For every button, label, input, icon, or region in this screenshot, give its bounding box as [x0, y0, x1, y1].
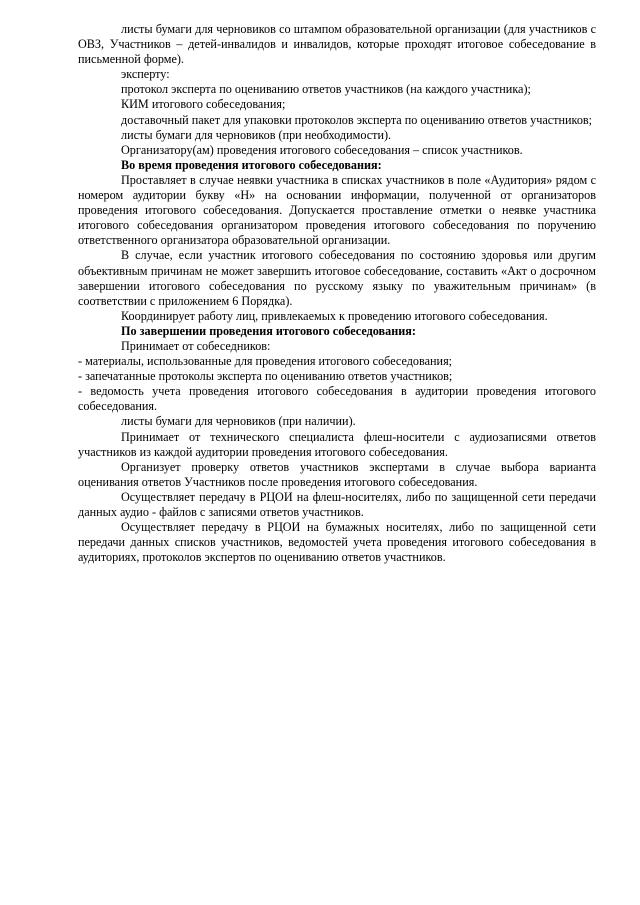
- list-item-record-sheet: - ведомость учета проведения итогового собеседования в аудитории проведения итогового собеседования.: [78, 384, 596, 414]
- paragraph-kim: КИМ итогового собеседования;: [121, 97, 286, 112]
- section-heading-during: Во время проведения итогового собеседования:: [121, 157, 382, 172]
- paragraph-expert-heading: эксперту:: [121, 67, 170, 82]
- document-page: [78, 22, 596, 565]
- paragraph-expert-protocol: протокол эксперта по оцениванию ответов участников (на каждого участника);: [121, 82, 531, 97]
- paragraph-coordinates: Координирует работу лиц, привлекаемых к проведению итогового собеседования.: [121, 308, 548, 323]
- list-item-sealed-protocols: - запечатанные протоколы эксперта по оцениванию ответов участников;: [78, 369, 453, 384]
- paragraph-flash-media: Принимает от технического специалиста флеш-носители с аудиозаписями ответов участников из каждой аудитории проведения итогового собеседования.: [78, 429, 596, 459]
- paragraph-early-completion: В случае, если участник итогового собеседования по состоянию здоровья или другим объективным причинам не может завершить итоговое собеседование, составить «Акт о досрочном завершении итогового собеседования по русскому языку по уважительным причинам» (в соответствии с приложением 6 Порядка).: [78, 248, 596, 308]
- paragraph-organizes-check: Организует проверку ответов участников экспертами в случае выбора варианта оценивания ответов Участников после проведения итогового собеседования.: [78, 459, 596, 489]
- paragraph-draft-sheets-if-any: листы бумаги для черновиков (при наличии).: [121, 414, 356, 429]
- paragraph-organizer-list: Организатору(ам) проведения итогового собеседования – список участников.: [121, 142, 523, 157]
- list-item-materials: - материалы, использованные для проведения итогового собеседования;: [78, 354, 453, 369]
- paragraph-transfer-audio: Осуществляет передачу в РЦОИ на флеш-носителях, либо по защищенной сети передачи данных аудио - файлов с записями ответов участников.: [78, 489, 596, 519]
- paragraph-accepts-from: Принимает от собеседников:: [121, 338, 271, 353]
- paragraph-draft-sheets: листы бумаги для черновиков (при необходимости).: [121, 127, 392, 142]
- paragraph-transfer-paper: Осуществляет передачу в РЦОИ на бумажных носителях, либо по защищенной сети передачи данных списков участников, ведомостей учета проведения итогового собеседования в аудиториях, протоколов экспертов по оцениванию ответов участников.: [78, 520, 596, 565]
- section-heading-after: По завершении проведения итогового собеседования:: [121, 323, 416, 338]
- paragraph-draft-sheets-ovz: листы бумаги для черновиков со штампом образовательной организации (для участников с ОВЗ, Участников – детей-инвалидов и инвалидов, которые проходят итоговое собеседование в письменной форме).: [78, 22, 596, 67]
- paragraph-delivery-package: доставочный пакет для упаковки протоколов эксперта по оцениванию ответов участников;: [121, 112, 593, 127]
- paragraph-absence-mark: Проставляет в случае неявки участника в списках участников в поле «Аудитория» рядом с номером аудитории букву «Н» на основании информации, полученной от организаторов проведения итогового собеседования. Допускается проставление отметки о неявке участника итогового собеседования организатором проведения итогового собеседования по поручению ответственного организатора образовательной организации.: [78, 172, 596, 248]
